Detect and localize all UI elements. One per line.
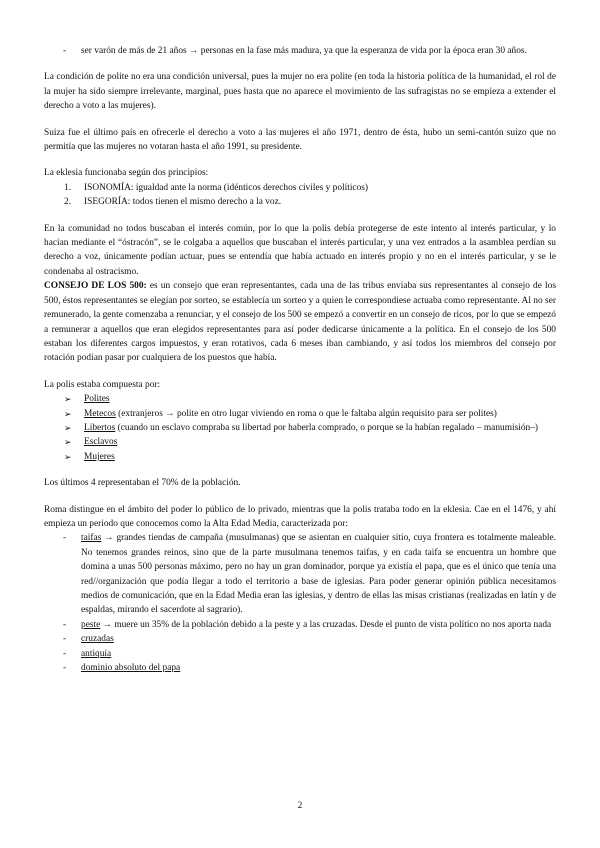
list-item [44,195,556,209]
list-item-text: (extranjeros → polite en otro lugar viviendo en roma o que le faltaba algún requisito para ser polites) [115,408,497,419]
list-item-text: ISONOMÍA: igualdad ante la norma (idénticos derechos civiles y políticos) [84,182,369,193]
list-item [44,421,556,435]
list-item-text: → grandes tiendas de campaña (musulmanas) que se asientan en cualquier sitio, cuya frontera es totalmente maleable. No tenemos grandes reinos, sino que de la parte musulmana tenemos taifas, y en cada taifa se encuentra un hombre que domina a unas 500 personas máximo, pero no hay un gran dominador, porque ya existía el papa, que es el único que tenía una red//organización que podía llegar a todo el territorio a base de iglesias. Para poder generar opinión pública necesitamos medios de comunicación, que en la Edad Media eran las iglesias, y dentro de ellas las misas cristianas (realizadas en latín y de espaldas, mirando el sacerdote al sagrario). [81,533,556,616]
paragraph-ultimos: Los últimos 4 representaban el 70% de la población. [44,478,241,489]
dash-bullet: - [63,46,67,56]
list-item [44,392,556,406]
list-item [44,632,556,646]
dash-bullet: - [63,533,67,544]
list-item-term: Libertos [84,422,116,433]
dash-bullet: - [63,634,67,645]
principles-intro: La eklesia funcionaba según dos principios: [44,168,209,179]
consejo-text: es un consejo que eran representantes, cada una de las tribus enviaba sus representantes al consejo de los 500, éstos representantes se elegían por sorteo, se establecía un sorteo y a quien le correspondiese actuaba como representante. Al no ser remunerado, la gente comenzaba a renunciar, y el consejo de los 500 se empezó a convertir en un consejo de ricos, por lo que se empezó a remunerar a aquellos que eran elegidos representantes para así poder dedicarse únicamente a la política. En el consejo de los 500 estaban los diferentes cargos impuestos, y eran rotativos, cada 6 meses iban cambiando, y así todos los miembros del consejo por rotación podían pasar por cualquiera de los puestos que había. [44,281,556,364]
page-number: 2 [297,801,303,811]
consejo-term: CONSEJO DE LOS 500: [44,281,147,292]
list-item-term: peste [81,619,101,630]
list-number: 1. [64,182,72,193]
dash-bullet: - [63,619,67,630]
dash-bullet: - [63,663,67,674]
arrow-bullet-icon: ➢ [64,394,72,405]
paragraph-consejo [44,279,556,365]
list-item-term: Mujeres [84,451,115,462]
paragraph-polite: La condición de polite no era una condición universal, pues la mujer no era polite (en toda la historia política de la humanidad, el rol de la mujer ha sido siempre irrelevante, marginal, pues hasta que no aparece el movimiento de las sufragistas no se empieza a extender el derecho a voto a las mujeres). [44,72,556,112]
list-item [44,618,556,632]
paragraph-roma: Roma distingue en el ámbito del poder lo público de lo privado, mientras que la polis trataba todo en la eklesia. Cae en el 1476, y ahí empieza un periodo que conocemos como la Alta Edad Media, caracterizada por: [44,504,556,529]
dash-bullet: - [63,648,67,659]
list-item [44,435,556,449]
list-item-term: Metecos [84,408,116,419]
list-item-term: taifas [81,533,102,544]
list-item-text: ISEGORÍA: todos tienen el mismo derecho a la voz. [84,197,282,208]
list-item-term: Polites [84,394,110,405]
list-item [44,450,556,464]
list-item [44,181,556,195]
list-item-text: → muere un 35% de la población debido a la peste y a las cruzadas. Desde el punto de vista político no nos aporta nada [100,619,552,630]
list-item [44,647,556,661]
list-item-term: Esclavos [84,437,118,448]
list-item-term: cruzadas [81,634,114,645]
list-number: 2. [64,197,72,208]
list-item [44,531,556,617]
arrow-bullet-icon: ➢ [64,422,72,433]
arrow-bullet-icon: ➢ [64,408,72,419]
arrow-bullet-icon: ➢ [64,437,72,448]
list-item [44,661,556,675]
list-item-term: antiquía [81,648,112,659]
list-item [44,407,556,421]
composition-intro: La polis estaba compuesta por: [44,379,161,390]
arrow-bullet-icon: ➢ [64,451,72,462]
list-item [44,44,556,58]
paragraph-suiza: Suiza fue el último país en ofrecerle el derecho a voto a las mujeres el año 1971, dentro de ésta, hubo un semi-cantón suizo que no permitía que las mujeres no votaran hasta el año 1991, su presidente. [44,127,556,153]
list-item-term: dominio absoluto del papa [81,663,181,674]
list-item-text: ser varón de más de 21 años → personas en la fase más madura, ya que la esperanza de vida por la época eran 30 años. [81,46,527,56]
paragraph-ostracon: En la comunidad no todos buscaban el interés común, por lo que la polis debía protegerse de este intento al interés particular, y lo hacían mediante el “óstracón”, se le colgaba a aquellos que buscaban el interés particular, y una vez entrados a la asamblea perdían su derecho a voz, únicamente podían actuar, pues se entendía que había actuado en interés propio y no en el interés particular, y se le condenaba al ostracismo. [44,223,556,277]
list-item-text: (cuando un esclavo compraba su libertad por haberla comprado, o porque se la habían regalado – manumisión–) [115,422,539,433]
